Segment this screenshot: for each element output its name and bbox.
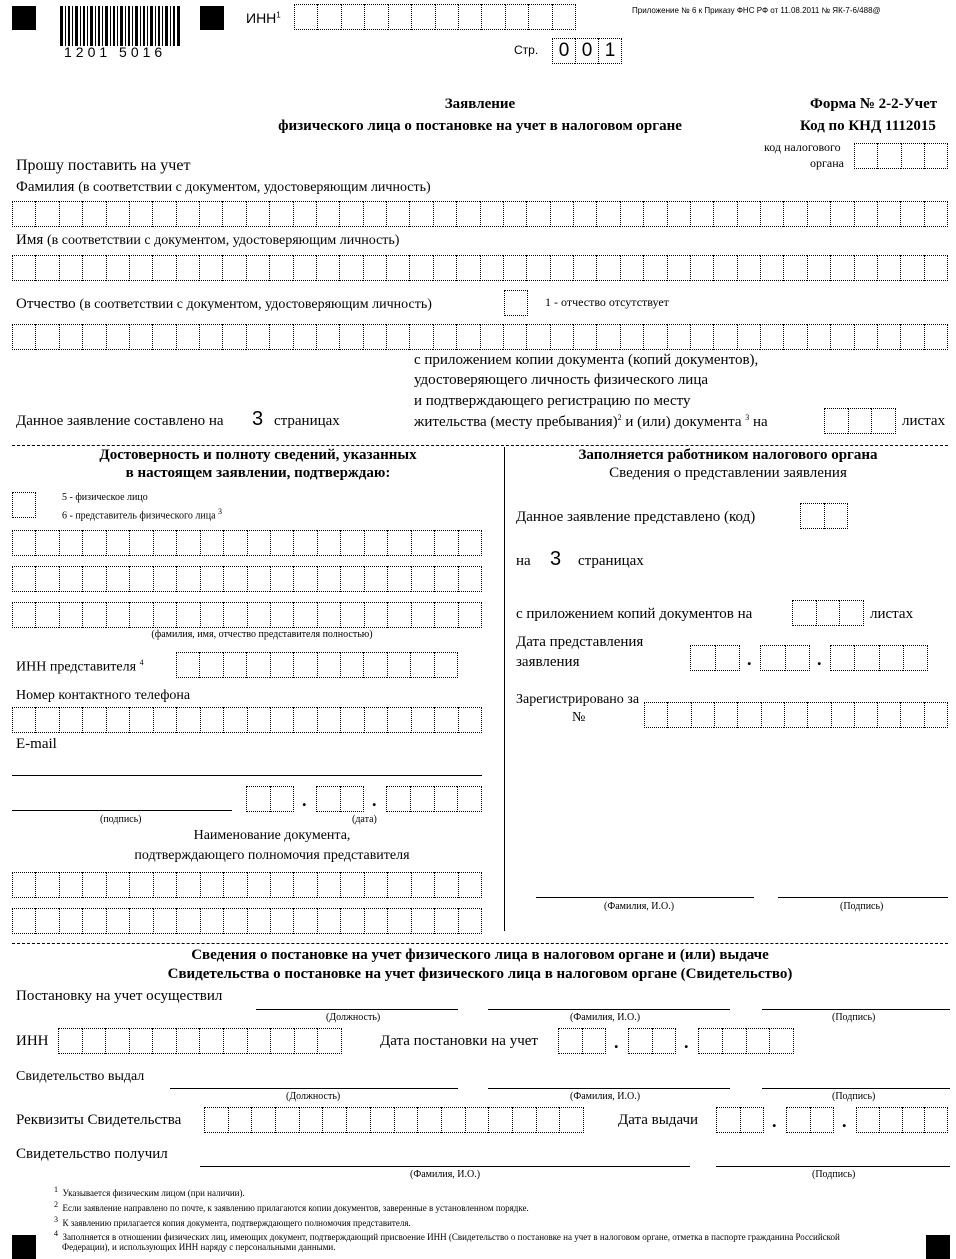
submitted-code-cells[interactable] — [800, 503, 848, 529]
date-dot: . — [684, 1032, 689, 1052]
signature-caption: (подпись) — [100, 814, 142, 825]
tax-office-code-cells[interactable] — [854, 143, 948, 169]
received-by-label: Свидетельство получил — [16, 1146, 168, 1162]
knd-code: Код по КНД 1112015 — [800, 118, 936, 134]
corner-marker-bottom-right — [926, 1235, 950, 1259]
employee-fio-line[interactable] — [536, 897, 754, 898]
bottom-heading-2: Свидетельства о постановке на учет физического лица в налоговом органе (Свидетельство) — [167, 966, 793, 982]
submission-date-day[interactable] — [690, 645, 740, 671]
issued-sign-caption: (Подпись) — [832, 1091, 876, 1102]
representative-name-cells-1[interactable] — [12, 530, 482, 556]
copies-label: с приложением копий документов на — [516, 606, 753, 622]
right-sheets-label: листах — [870, 606, 914, 622]
footnote-1: $^1$ Указывается физическим лицом (при наличии). — [54, 1185, 245, 1198]
doc-name-label-2: подтверждающего полномочия представителя — [134, 848, 410, 863]
surname-label: Фамилия (в соответствии с документом, удостоверяющим личность) — [16, 179, 431, 195]
registration-number-cells[interactable] — [644, 702, 948, 728]
section-divider-2 — [12, 943, 948, 944]
request-text: Прошу поставить на учет — [16, 157, 191, 174]
bottom-heading-1: Сведения о постановке на учет физического лица в налоговом органе и (или) выдаче — [191, 947, 769, 963]
cert-details-label: Реквизиты Свидетельства — [16, 1112, 182, 1128]
sign-date-day[interactable] — [246, 786, 294, 812]
name-label: Имя (в соответствии с документом, удостоверяющим личность) — [16, 232, 400, 248]
right-heading-2: Сведения о представлении заявления — [609, 465, 847, 481]
date-caption: (дата) — [352, 814, 377, 825]
employee-sign-line[interactable] — [778, 897, 948, 898]
page-label: Стр. — [514, 43, 539, 57]
issued-fio-caption: (Фамилия, И.О.) — [570, 1091, 641, 1102]
issue-date-month[interactable] — [786, 1107, 834, 1133]
received-fio-line[interactable] — [200, 1166, 690, 1167]
tax-code-label-2: органа — [810, 156, 844, 170]
attach-line-3: и подтверждающего регистрацию по месту — [414, 393, 691, 409]
received-sign-line[interactable] — [716, 1166, 950, 1167]
barcode — [60, 6, 180, 46]
issued-sign-line[interactable] — [762, 1088, 950, 1089]
date-dot: . — [772, 1111, 777, 1131]
section-divider-1 — [12, 445, 948, 446]
registered-label: Зарегистрировано за — [516, 692, 640, 707]
signer-type-checkbox[interactable] — [12, 492, 36, 518]
doc-name-label-1: Наименование документа, — [193, 828, 351, 843]
corner-marker-bottom-left — [12, 1235, 36, 1259]
left-heading-2: в настоящем заявлении, подтверждаю: — [125, 465, 391, 481]
no-patronymic-checkbox[interactable] — [504, 290, 528, 316]
inn-cells[interactable] — [294, 4, 576, 30]
corner-marker-top-mid — [200, 6, 224, 30]
option-5-label: 5 - физическое лицо — [62, 492, 148, 503]
fio-caption: (Фамилия, И.О.) — [570, 1012, 641, 1023]
representative-name-cells-2[interactable] — [12, 566, 482, 592]
name-cells[interactable] — [12, 255, 948, 281]
issue-date-label: Дата выдачи — [618, 1112, 699, 1128]
pages-value[interactable]: 3 — [252, 408, 264, 430]
phone-cells[interactable] — [12, 707, 482, 733]
sheets-label: листах — [902, 413, 946, 429]
bottom-inn-cells[interactable] — [58, 1028, 342, 1054]
performed-position-line[interactable] — [256, 1009, 458, 1010]
issued-position-line[interactable] — [170, 1088, 458, 1089]
registration-date-month[interactable] — [628, 1028, 676, 1054]
doc-name-cells-1[interactable] — [12, 872, 482, 898]
tax-code-label-1: код налогового — [764, 140, 841, 154]
date-dot: . — [842, 1111, 847, 1131]
issue-date-day[interactable] — [716, 1107, 764, 1133]
issued-fio-line[interactable] — [488, 1088, 730, 1089]
submission-date-label-1: Дата представления — [516, 634, 644, 650]
submission-date-month[interactable] — [760, 645, 810, 671]
registration-date-day[interactable] — [558, 1028, 606, 1054]
form-number: Форма № 2-2-Учет — [810, 96, 938, 112]
barcode-number: 1201 5016 — [64, 44, 167, 60]
signature-line[interactable] — [12, 810, 232, 811]
footnote-4: $^4$ Заполняется в отношении физических лиц, имеющих документ, подтверждающий присвоение ИНН (Свидетельство о постановке на учет в налоговом органе, отметка в паспорте гражданина Российской — [54, 1229, 840, 1242]
phone-label: Номер контактного телефона — [16, 688, 191, 703]
rep-inn-label: ИНН представителя $^4$ — [16, 658, 144, 675]
issued-position-caption: (Должность) — [286, 1091, 341, 1102]
date-dot: . — [614, 1032, 619, 1052]
corner-marker-top-left — [12, 6, 36, 30]
pages-suffix: страницах — [274, 413, 340, 429]
date-dot: . — [302, 790, 307, 810]
title-line-2: физического лица о постановке на учет в налоговом органе — [278, 118, 682, 134]
date-dot: . — [372, 790, 377, 810]
inn-label: ИНН$^1$ — [246, 10, 281, 26]
on-label: на — [516, 553, 531, 569]
surname-cells[interactable] — [12, 201, 948, 227]
footnote-4-cont: Федерации), и использующих ИНН наряду с персональными данными. — [62, 1242, 336, 1252]
date-dot: . — [817, 649, 822, 669]
no-patronymic-label: 1 - отчество отсутствует — [545, 295, 669, 309]
email-line[interactable] — [12, 775, 482, 776]
issued-by-label: Свидетельство выдал — [16, 1069, 145, 1084]
right-heading-1: Заполняется работником налогового органа — [578, 447, 878, 463]
sign-date-month[interactable] — [316, 786, 364, 812]
attachment-sheets-cells[interactable] — [824, 408, 896, 434]
title-line-1: Заявление — [444, 96, 516, 112]
received-sign-caption: (Подпись) — [812, 1169, 856, 1180]
doc-name-cells-2[interactable] — [12, 908, 482, 934]
attach-line-2: удостоверяющего личность физического лица — [414, 372, 709, 388]
attach-line-1: с приложением копии документа (копий документов), — [414, 352, 759, 368]
right-pages-value[interactable]: 3 — [550, 548, 562, 570]
issue-date-year[interactable] — [856, 1107, 948, 1133]
left-heading-1: Достоверность и полноту сведений, указанных — [99, 447, 417, 463]
footnote-2: $^2$ Если заявление направлено по почте, к заявлению прилагаются копии документов, заверенные в установленном порядке. — [54, 1200, 529, 1213]
employee-fio-caption: (Фамилия, И.О.) — [604, 901, 675, 912]
footnote-3: $^3$ К заявлению прилагается копия документа, подтверждающего полномочия представителя. — [54, 1215, 411, 1228]
appendix-note: Приложение № 6 к Приказу ФНС РФ от 11.08.2011 № ЯК-7-6/488@ — [632, 6, 881, 15]
performed-label: Постановку на учет осуществил — [16, 988, 223, 1004]
rep-inn-cells[interactable] — [176, 652, 458, 678]
date-dot: . — [747, 649, 752, 669]
bottom-inn-label: ИНН — [16, 1033, 49, 1049]
pages-label: Данное заявление составлено на — [16, 413, 224, 429]
employee-sign-caption: (Подпись) — [840, 901, 884, 912]
patronymic-label: Отчество (в соответствии с документом, удостоверяющим личность) — [16, 296, 432, 312]
attach-line-4: жительства (месту пребывания)$^2$ и (или) документа $^3$ на — [414, 413, 768, 430]
registration-date-year[interactable] — [698, 1028, 794, 1054]
representative-name-cells-3[interactable] — [12, 602, 482, 628]
submitted-code-label: Данное заявление представлено (код) — [516, 509, 756, 525]
cert-details-cells[interactable] — [204, 1107, 584, 1133]
sign-date-year[interactable] — [386, 786, 482, 812]
submission-date-year[interactable] — [830, 645, 928, 671]
performed-sign-line[interactable] — [762, 1009, 950, 1010]
performed-fio-line[interactable] — [488, 1009, 730, 1010]
option-6-label: 6 - представитель физического лица $^3$ — [62, 507, 223, 522]
sign-caption: (Подпись) — [832, 1012, 876, 1023]
registration-date-label: Дата постановки на учет — [380, 1033, 538, 1049]
email-label: E-mail — [16, 736, 57, 752]
page-number-cells[interactable]: 0 0 1 — [552, 38, 622, 64]
representative-caption: (фамилия, имя, отчество представителя полностью) — [151, 629, 373, 640]
submission-date-label-2: заявления — [516, 654, 580, 670]
registered-no-label: № — [572, 710, 586, 725]
copies-sheets-cells[interactable] — [792, 600, 864, 626]
received-fio-caption: (Фамилия, И.О.) — [410, 1169, 481, 1180]
patronymic-cells[interactable] — [12, 324, 948, 350]
position-caption: (Должность) — [326, 1012, 381, 1023]
right-pages-suffix: страницах — [578, 553, 644, 569]
